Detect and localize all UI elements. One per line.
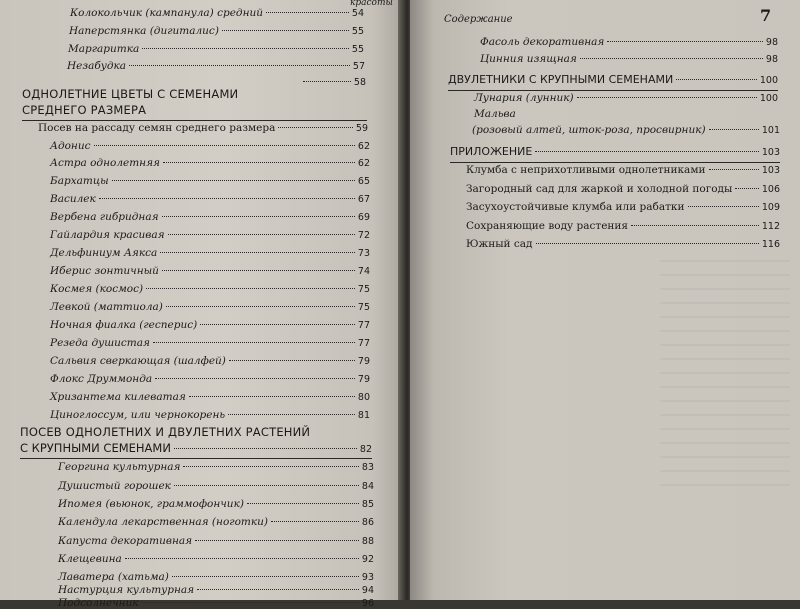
toc-entry: Южный сад 116 bbox=[466, 238, 780, 250]
right-page bbox=[410, 0, 800, 600]
toc-entry: Загородный сад для жаркой и холодной погоды 106 bbox=[466, 183, 780, 195]
toc-entry: (розовый алтей, шток-роза, просвирник) 101 bbox=[472, 124, 780, 136]
toc-entry: Вербена гибридная 69 bbox=[50, 211, 370, 223]
toc-entry: Сохраняющие воду растения 112 bbox=[466, 220, 780, 232]
section-rule bbox=[448, 90, 778, 91]
toc-entry-malva: Мальва bbox=[474, 108, 516, 120]
toc-entry: Хризантема килеватая 80 bbox=[50, 391, 370, 403]
toc-entry: Лунария (лунник) 100 bbox=[474, 92, 778, 104]
toc-entry: Левкой (маттиола) 75 bbox=[50, 301, 370, 313]
toc-subhead: Посев на рассаду семян среднего размера 59 bbox=[38, 122, 368, 134]
section-rule bbox=[450, 162, 780, 163]
toc-entry: Адонис 62 bbox=[50, 140, 370, 152]
toc-entry: Бархатцы 65 bbox=[50, 175, 370, 187]
section-title: ПОСЕВ ОДНОЛЕТНИХ И ДВУЛЕТНИХ РАСТЕНИЙ bbox=[20, 425, 311, 439]
section-title: С КРУПНЫМИ СЕМЕНАМИ 82 bbox=[20, 441, 372, 455]
toc-entry: Цинния изящная 98 bbox=[480, 53, 778, 65]
toc-entry: Капуста декоративная 88 bbox=[58, 535, 374, 547]
running-head: Содержание bbox=[444, 14, 513, 25]
toc-entry: Астра однолетняя 62 bbox=[50, 157, 370, 169]
toc-entry: Настурция культурная 94 bbox=[58, 584, 374, 596]
section-title: СРЕДНЕГО РАЗМЕРА bbox=[22, 103, 147, 117]
toc-entry: Иберис зонтичный 74 bbox=[50, 265, 370, 277]
toc-entry: Засухоустойчивые клумба или рабатки 109 bbox=[466, 201, 780, 213]
toc-entry: Подсолнечник 96 bbox=[58, 597, 374, 609]
toc-entry: Фасоль декоративная 98 bbox=[480, 36, 778, 48]
toc-entry: Лаватера (хатьма) 93 bbox=[58, 571, 374, 583]
toc-entry: Календула лекарственная (ноготки) 86 bbox=[58, 516, 374, 528]
show-through-text bbox=[660, 260, 790, 490]
toc-entry: Циноглоссум, или чернокорень 81 bbox=[50, 409, 370, 421]
toc-entry: Ночная фиалка (гесперис) 77 bbox=[50, 319, 370, 331]
toc-entry: Георгина культурная 83 bbox=[58, 461, 374, 473]
toc-entry: Душистый горошек 84 bbox=[58, 480, 374, 492]
section-rule bbox=[20, 458, 372, 459]
toc-entry: Резеда душистая 77 bbox=[50, 337, 370, 349]
section-rule bbox=[22, 120, 367, 121]
toc-entry: Ипомея (вьюнок, граммофончик) 85 bbox=[58, 498, 374, 510]
section-title: ДВУЛЕТНИКИ С КРУПНЫМИ СЕМЕНАМИ 100 bbox=[448, 73, 778, 86]
header-fragment: красоты bbox=[350, 0, 393, 8]
section-title: ОДНОЛЕТНИЕ ЦВЕТЫ С СЕМЕНАМИ bbox=[22, 87, 239, 101]
toc-entry: Гайлардия красивая 72 bbox=[50, 229, 370, 241]
toc-entry: Дельфиниум Аякса 73 bbox=[50, 247, 370, 259]
toc-entry: Сальвия сверкающая (шалфей) 79 bbox=[50, 355, 370, 367]
section-title: ПРИЛОЖЕНИЕ 103 bbox=[450, 145, 780, 158]
toc-entry: Клещевина 92 bbox=[58, 553, 374, 565]
toc-entry: Клумба с неприхотливыми однолетниками 103 bbox=[466, 164, 780, 176]
toc-entry: Василек 67 bbox=[50, 193, 370, 205]
toc-entry: Наперстянка (дигиталис) 55 bbox=[69, 25, 364, 37]
toc-entry: 58 bbox=[300, 77, 366, 88]
toc-entry: Колокольчик (кампанула) средний 54 bbox=[70, 7, 364, 19]
toc-entry: Космея (космос) 75 bbox=[50, 283, 370, 295]
toc-entry: Флокс Друммонда 79 bbox=[50, 373, 370, 385]
toc-entry: Незабудка 57 bbox=[67, 60, 365, 72]
page-number: 7 bbox=[760, 6, 772, 25]
toc-entry: Маргаритка 55 bbox=[68, 43, 364, 55]
